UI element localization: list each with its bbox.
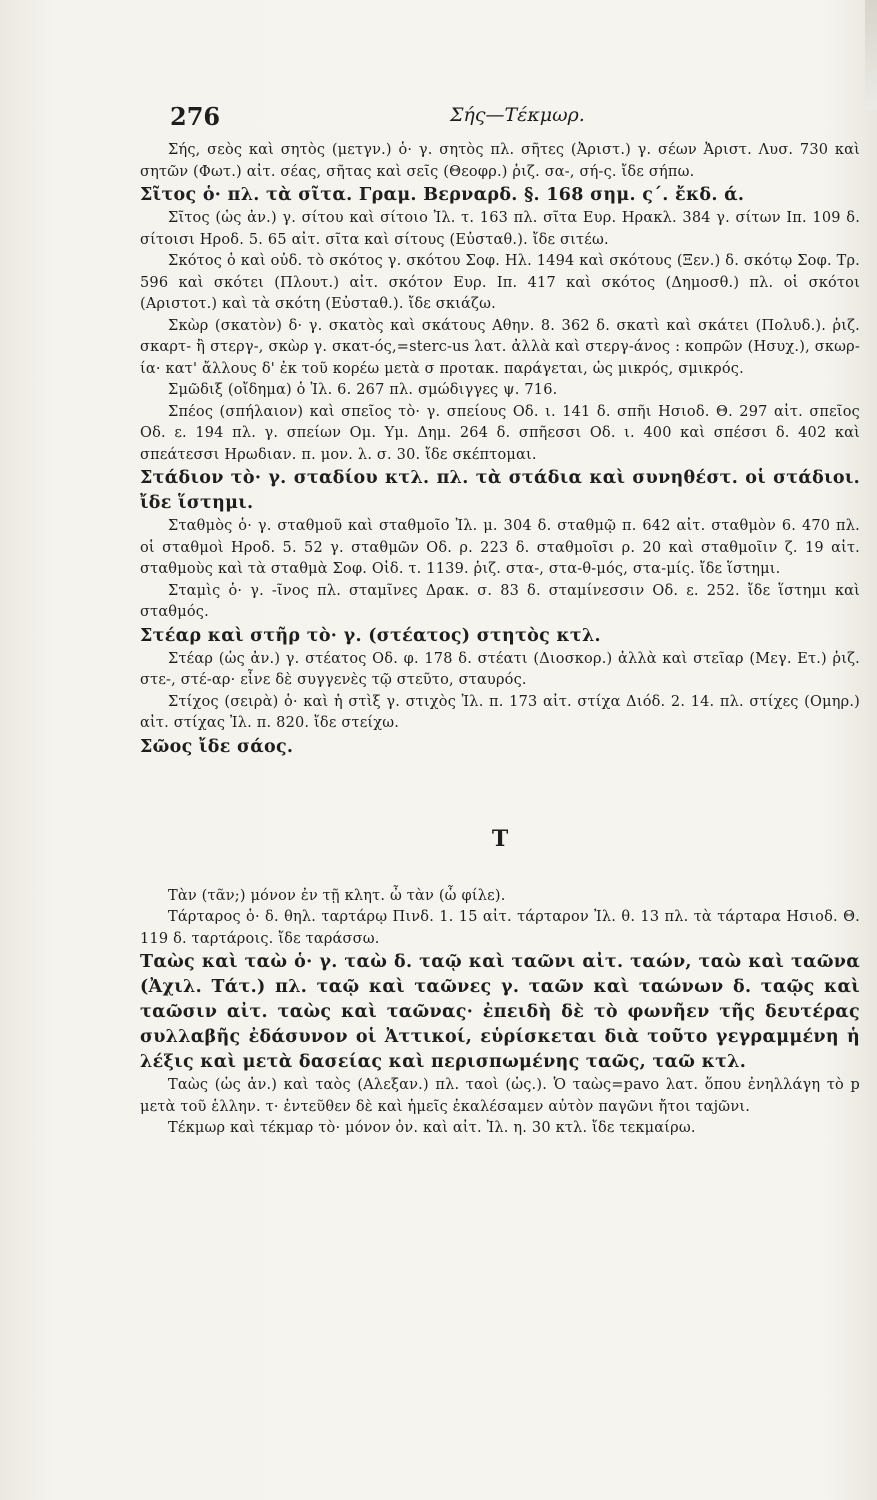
entry-stear-heading: Στέαρ καὶ στῆρ τὸ· γ. (στέατος) στητὸς κτλ. [140, 625, 601, 646]
entries-sigma [140, 140, 860, 760]
entry-stadion-heading: Στάδιον τὸ· γ. σταδίου κτλ. πλ. τὰ στάδια καὶ συνηθέστ. οἱ στάδιοι. ἴδε ἵστημι. [140, 468, 860, 513]
page-number: 276 [170, 102, 221, 131]
entry-skotos: Σκότος ὁ καὶ οὐδ. τὸ σκότος γ. σκότου Σοφ. Ηλ. 1494 καὶ σκότους (Ξεν.) δ. σκότῳ Σοφ. Τρ. 596 καὶ σκότει (Πλουτ.) αἰτ. σκότον Ευρ. Ιπ. 417 καὶ σκότος (Δημοσθ.) πλ. οἱ σκότοι (Αριστοτ.) καὶ τὰ σκότη (Εὐσταθ.). ἴδε σκιάζω. [140, 253, 860, 312]
entry-sitos: Σῖτος (ὡς ἀν.) γ. σίτου καὶ σίτοιο Ἰλ. τ. 163 πλ. σῖτα Ευρ. Ηρακλ. 384 γ. σίτων Ιπ. 109 δ. σίτοισι Ηροδ. 5. 65 αἰτ. σῖτα καὶ σίτους (Εὐσταθ.). ἴδε σιτέω. [140, 210, 860, 248]
entry-sitos-heading: Σῖτος ὁ· πλ. τὰ σῖτα. Γραμ. Βερναρδ. §. 168 σημ. ς΄. ἔκδ. ά. [140, 185, 745, 205]
entry-stathmos: Σταθμὸς ὁ· γ. σταθμοῦ καὶ σταθμοῖο Ἰλ. μ. 304 δ. σταθμῷ π. 642 αἰτ. σταθμὸν 6. 470 πλ. οἱ σταθμοὶ Ηροδ. 5. 52 γ. σταθμῶν Οδ. ρ. 223 δ. σταθμοῖσι ρ. 20 καὶ σταθμοῖιν ζ. 19 αἰτ. σταθμοὺς καὶ τὰ σταθμὰ Σοφ. Οἰδ. τ. 1139. ῥιζ. στα-, στα-θ-μός, στα-μίς. ἴδε ἵστημι. [140, 518, 860, 577]
entry-taos: Ταὼς (ὡς ἀν.) καὶ ταὸς (Αλεξαν.) πλ. ταοὶ (ὡς.). Ὁ ταὼς=pavo λατ. ὅπου ἐνηλλάγη τὸ p μετὰ τοῦ ἑλλην. τ· ἐντεῦθεν δὲ καὶ ἡμεῖς ἐκαλέσαμεν αὐτὸν παγῶνι ἤτοι ταjῶνι. [140, 1077, 860, 1115]
entry-smodix: Σμῶδιξ (οἴδημα) ὁ Ἰλ. 6. 267 πλ. σμώδιγγες ψ. 716. [168, 382, 558, 398]
running-head: Σής—Τέκμωρ. [450, 104, 585, 126]
entry-ses: Σής, σεὸς καὶ σητὸς (μετγν.) ὁ· γ. σητὸς πλ. σῆτες (Ἀριστ.) γ. σέων Ἀριστ. Λυσ. 730 καὶ σητῶν (Φωτ.) αἰτ. σέας, σῆτας καὶ σεῖς (Θεοφρ.) ῥιζ. σα-, σή-ς. ἴδε σήπω. [140, 142, 860, 180]
entry-soos-heading: Σῶος ἴδε σάος. [140, 736, 294, 757]
entry-stear: Στέαρ (ὡς ἀν.) γ. στέατος Οδ. φ. 178 δ. στέατι (Διοσκορ.) ἀλλὰ καὶ στεῖαρ (Μεγ. Ετ.) ῥιζ. στε-, στέ-αρ· εἶνε δὲ συγγενὲς τῷ στεῦτο, σταυρός. [140, 650, 860, 688]
page-header [140, 100, 860, 136]
entry-tekmor: Τέκμωρ καὶ τέκμαρ τὸ· μόνον ὀν. καὶ αἰτ. Ἰλ. η. 30 κτλ. ἴδε τεκμαίρω. [168, 1120, 696, 1136]
entry-stamis: Σταμὶς ὁ· γ. -ῖνος πλ. σταμῖνες Δρακ. σ. 83 δ. σταμίνεσσιν Οδ. ε. 252. ἴδε ἵστημι καὶ σταθμός. [140, 582, 860, 620]
section-letter-tau: Τ [491, 825, 509, 852]
entry-stichos: Στίχος (σειρὰ) ὁ· καὶ ἡ στὶξ γ. στιχὸς Ἰλ. π. 173 αἰτ. στίχα Διόδ. 2. 14. πλ. στίχες (Ομηρ.) αἰτ. στίχας Ἰλ. π. 820. ἴδε στείχω. [140, 693, 860, 731]
page-edge-shadow [865, 0, 877, 110]
entry-tartaros: Τάρταρος ὁ· δ. θηλ. ταρτάρῳ Πινδ. 1. 15 αἰτ. τάρταρον Ἰλ. θ. 13 πλ. τὰ τάρταρα Ησιοδ. Θ. 119 δ. ταρτάροις. ἴδε ταράσσω. [140, 909, 860, 947]
entry-taos-heading: Ταὼς καὶ ταὼ ὁ· γ. ταὼ δ. ταῷ καὶ ταῶνι αἰτ. ταών, ταὼ καὶ ταῶνα (Ἀχιλ. Τάτ.) πλ. ταῷ καὶ ταῶνες γ. ταῶν καὶ ταώνων δ. ταῷς καὶ ταῶσιν αἰτ. ταὼς καὶ ταῶνας· ἐπειδὴ δὲ τὸ φωνῆεν τῆς δευτέρας συλλαβῆς ἐδάσυνον οἱ Ἀττικοί, εὑρίσκεται διὰ τοῦτο γεγραμμένη ἡ λέξις καὶ μετὰ δασείας καὶ περισπωμένης ταῶς, ταῶ κτλ. [140, 952, 860, 1072]
entry-skor: Σκὼρ (σκατὸν) δ· γ. σκατὸς καὶ σκάτους Αθην. 8. 362 δ. σκατὶ καὶ σκάτει (Πολυδ.). ῥιζ. σκαρτ- ἢ στεργ-, σκὼρ γ. σκατ-ός,=sterc-us λατ. ἀλλὰ καὶ στεργ-άνος : κοπρῶν (Ησυχ.), σκωρ-ία· κατ' ἄλλους δ' ἐκ τοῦ κορέω μετὰ σ προτακ. παράγεται, ὡς μικρός, σμικρός. [140, 317, 860, 377]
entry-speos: Σπέος (σπήλαιον) καὶ σπεῖος τὸ· γ. σπείους Οδ. ι. 141 δ. σπῆι Ησιοδ. Θ. 297 αἰτ. σπεῖος Οδ. ε. 194 πλ. γ. σπείων Ομ. Υμ. Δημ. 264 δ. σπῆεσσι Οδ. ι. 400 καὶ σπέσσι δ. 402 καὶ σπεάτεσσι Ηρωδιαν. π. μον. λ. σ. 30. ἴδε σκέπτομαι. [140, 403, 860, 463]
entries-tau [140, 886, 860, 1140]
entry-tan: Τὰν (τᾶν;) μόνον ἐν τῇ κλητ. ὦ τὰν (ὦ φίλε). [168, 887, 506, 904]
page-content [140, 100, 860, 1140]
